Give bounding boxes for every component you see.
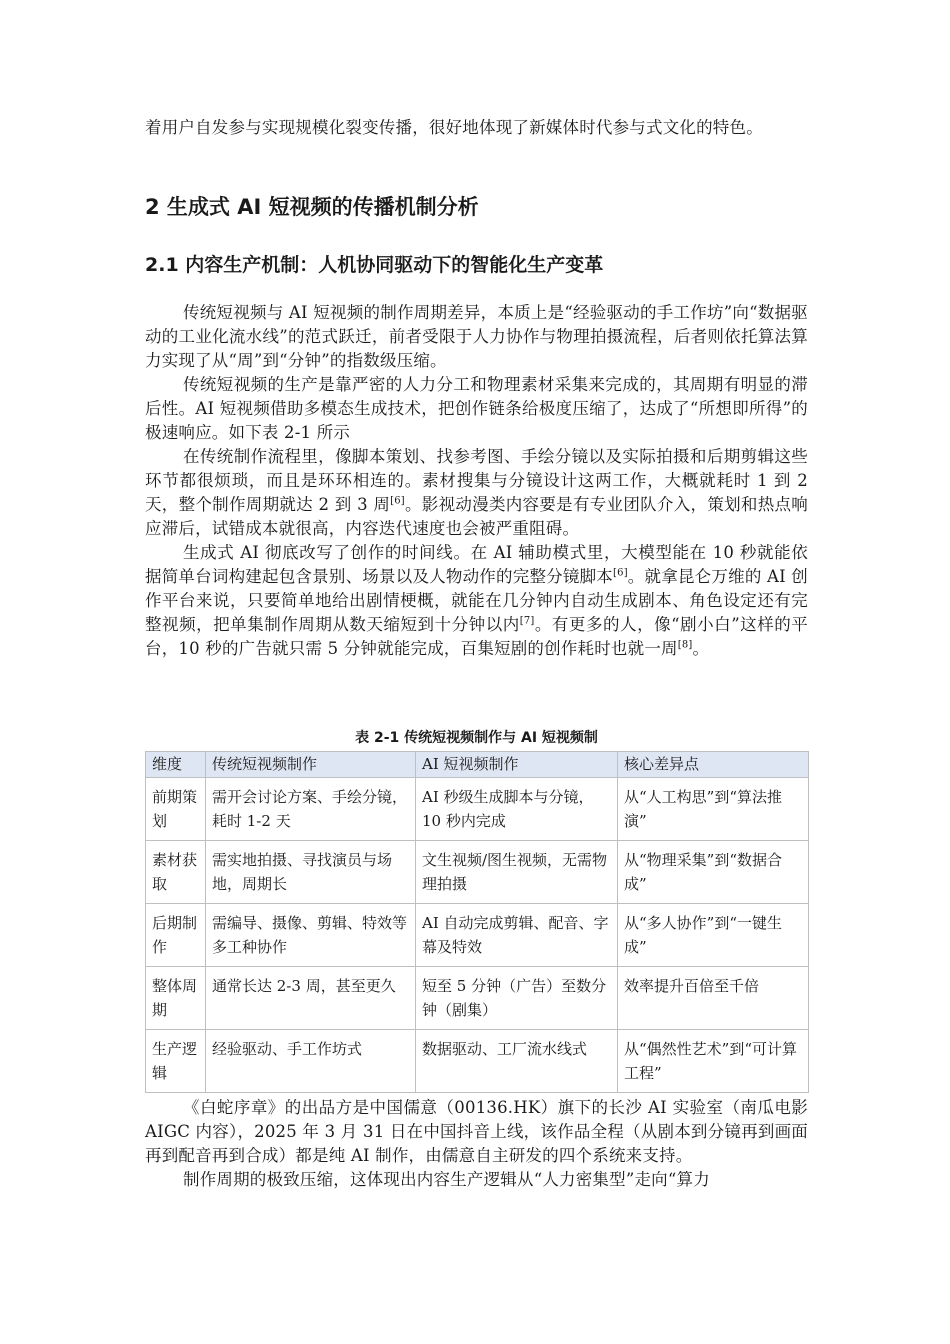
table-row <box>146 841 809 904</box>
table-caption: 表 2-1 传统短视频制作与 AI 短视频制 <box>355 730 598 746</box>
table-cell: 从“多人协作”到“一键生成” <box>618 904 809 967</box>
comparison-table <box>145 751 809 1093</box>
paragraph-continuation <box>145 116 808 140</box>
table-caption-block <box>145 728 808 748</box>
table-cell: 生产逻辑 <box>146 1030 206 1093</box>
paragraph-text: 着用户自发参与实现规模化裂变传播，很好地体现了新媒体时代参与式文化的特色。 <box>145 118 763 137</box>
header-difference: 核心差异点 <box>618 752 809 778</box>
paragraph-text: 。影视动漫类内容要是有专业团队介入，策划和热点响应滞后，试错成本就很高，内容迭代速度也会被严重阻碍。 <box>145 495 808 538</box>
paragraph-text: 生成式 AI 彻底改写了创作的时间线。在 AI 辅助模式里，大模型能在 10 秒就能依据简单台词构建起包含景别、场景以及人物动作的完整分镜脚本 <box>145 543 808 586</box>
paragraph-traditional-production: 传统短视频的生产是靠严密的人力分工和物理素材采集来完成的，其周期有明显的滞后性。AI 短视频借助多模态生成技术，把创作链条给极度压缩了，达成了“所想即所得”的极速响应。如下表 2-1 所示 <box>145 375 808 442</box>
header-ai: AI 短视频制作 <box>416 752 618 778</box>
body-text-after-table <box>145 1096 808 1192</box>
table-cell: 文生视频/图生视频，无需物理拍摄 <box>416 841 618 904</box>
table-row <box>146 1030 809 1093</box>
table-cell: 前期策划 <box>146 778 206 841</box>
paragraph-text: 。有更多的人，像“剧小白”这样的平台，10 秒的广告就只需 5 分钟就能完成，百集短剧的创作耗时也就一周 <box>145 615 808 658</box>
table-cell: 整体周期 <box>146 967 206 1030</box>
table-cell: 短至 5 分钟（广告）至数分钟（剧集） <box>416 967 618 1030</box>
paragraph-production-cycle: 传统短视频与 AI 短视频的制作周期差异，本质上是“经验驱动的手工作坊”向“数据驱动的工业化流水线”的范式跃迁，前者受限于人力协作与物理拍摄流程，后者则依托算法算力实现了从“周”到“分钟”的指数级压缩。 <box>145 303 808 370</box>
table-cell: 效率提升百倍至千倍 <box>618 967 809 1030</box>
table-cell: 需编导、摄像、剪辑、特效等多工种协作 <box>206 904 416 967</box>
subsection-heading <box>145 252 808 278</box>
table-cell: AI 秒级生成脚本与分镜，10 秒内完成 <box>416 778 618 841</box>
header-traditional: 传统短视频制作 <box>206 752 416 778</box>
paragraph-text: 。就拿昆仑万维的 AI 创作平台来说，只要简单地给出剧情梗概，就能在几分钟内自动生成剧本、角色设定还有完整视频，把单集制作周期从数天缩短到十分钟以内 <box>145 567 808 634</box>
table-cell: 经验驱动、手工作坊式 <box>206 1030 416 1093</box>
citation-ref: [8] <box>677 639 693 651</box>
paragraph-white-snake: 《白蛇序章》的出品方是中国儒意（00136.HK）旗下的长沙 AI 实验室（南瓜电影 AIGC 内容），2025 年 3 月 31 日在中国抖音上线，该作品全程（从剧本到分镜再到画面再到配音再到合成）都是纯 AI 制作，由儒意自主研发的四个系统来支持。 <box>145 1098 808 1165</box>
section-title: 2 生成式 AI 短视频的传播机制分析 <box>145 195 479 219</box>
paragraph-text: 。 <box>692 639 710 658</box>
table-cell: 从“人工构思”到“算法推演” <box>618 778 809 841</box>
table-cell: 后期制作 <box>146 904 206 967</box>
paragraph-generative-ai <box>145 541 808 661</box>
table-cell: 需实地拍摄、寻找演员与场地，周期长 <box>206 841 416 904</box>
section-heading <box>145 193 808 221</box>
table-cell: 数据驱动、工厂流水线式 <box>416 1030 618 1093</box>
table-cell: 从“偶然性艺术”到“可计算工程” <box>618 1030 809 1093</box>
paragraph-cycle-compression: 制作周期的极致压缩，这体现出内容生产逻辑从“人力密集型”走向“算力 <box>183 1170 710 1189</box>
citation-ref: [6] <box>613 567 628 579</box>
table-cell: 素材获取 <box>146 841 206 904</box>
paragraph-traditional-workflow <box>145 445 808 541</box>
comparison-table-wrapper <box>145 751 808 1093</box>
table-row <box>146 904 809 967</box>
body-text <box>145 301 808 661</box>
table-cell: 从“物理采集”到“数据合成” <box>618 841 809 904</box>
citation-ref: [6] <box>390 495 405 507</box>
table-row <box>146 967 809 1030</box>
table-cell: 通常长达 2-3 周，甚至更久 <box>206 967 416 1030</box>
table-row <box>146 778 809 841</box>
table-header-row <box>146 752 809 778</box>
subsection-title: 2.1 内容生产机制：人机协同驱动下的智能化生产变革 <box>145 254 604 276</box>
citation-ref: [7] <box>519 615 535 627</box>
header-dimension: 维度 <box>146 752 206 778</box>
paragraph-text: 在传统制作流程里，像脚本策划、找参考图、手绘分镜以及实际拍摄和后期剪辑这些环节都很烦琐，而且是环环相连的。素材搜集与分镜设计这两工作，大概就耗时 1 到 2 天，整个制作周期就达 2 到 3 周 <box>145 447 808 514</box>
table-cell: AI 自动完成剪辑、配音、字幕及特效 <box>416 904 618 967</box>
table-cell: 需开会讨论方案、手绘分镜，耗时 1-2 天 <box>206 778 416 841</box>
